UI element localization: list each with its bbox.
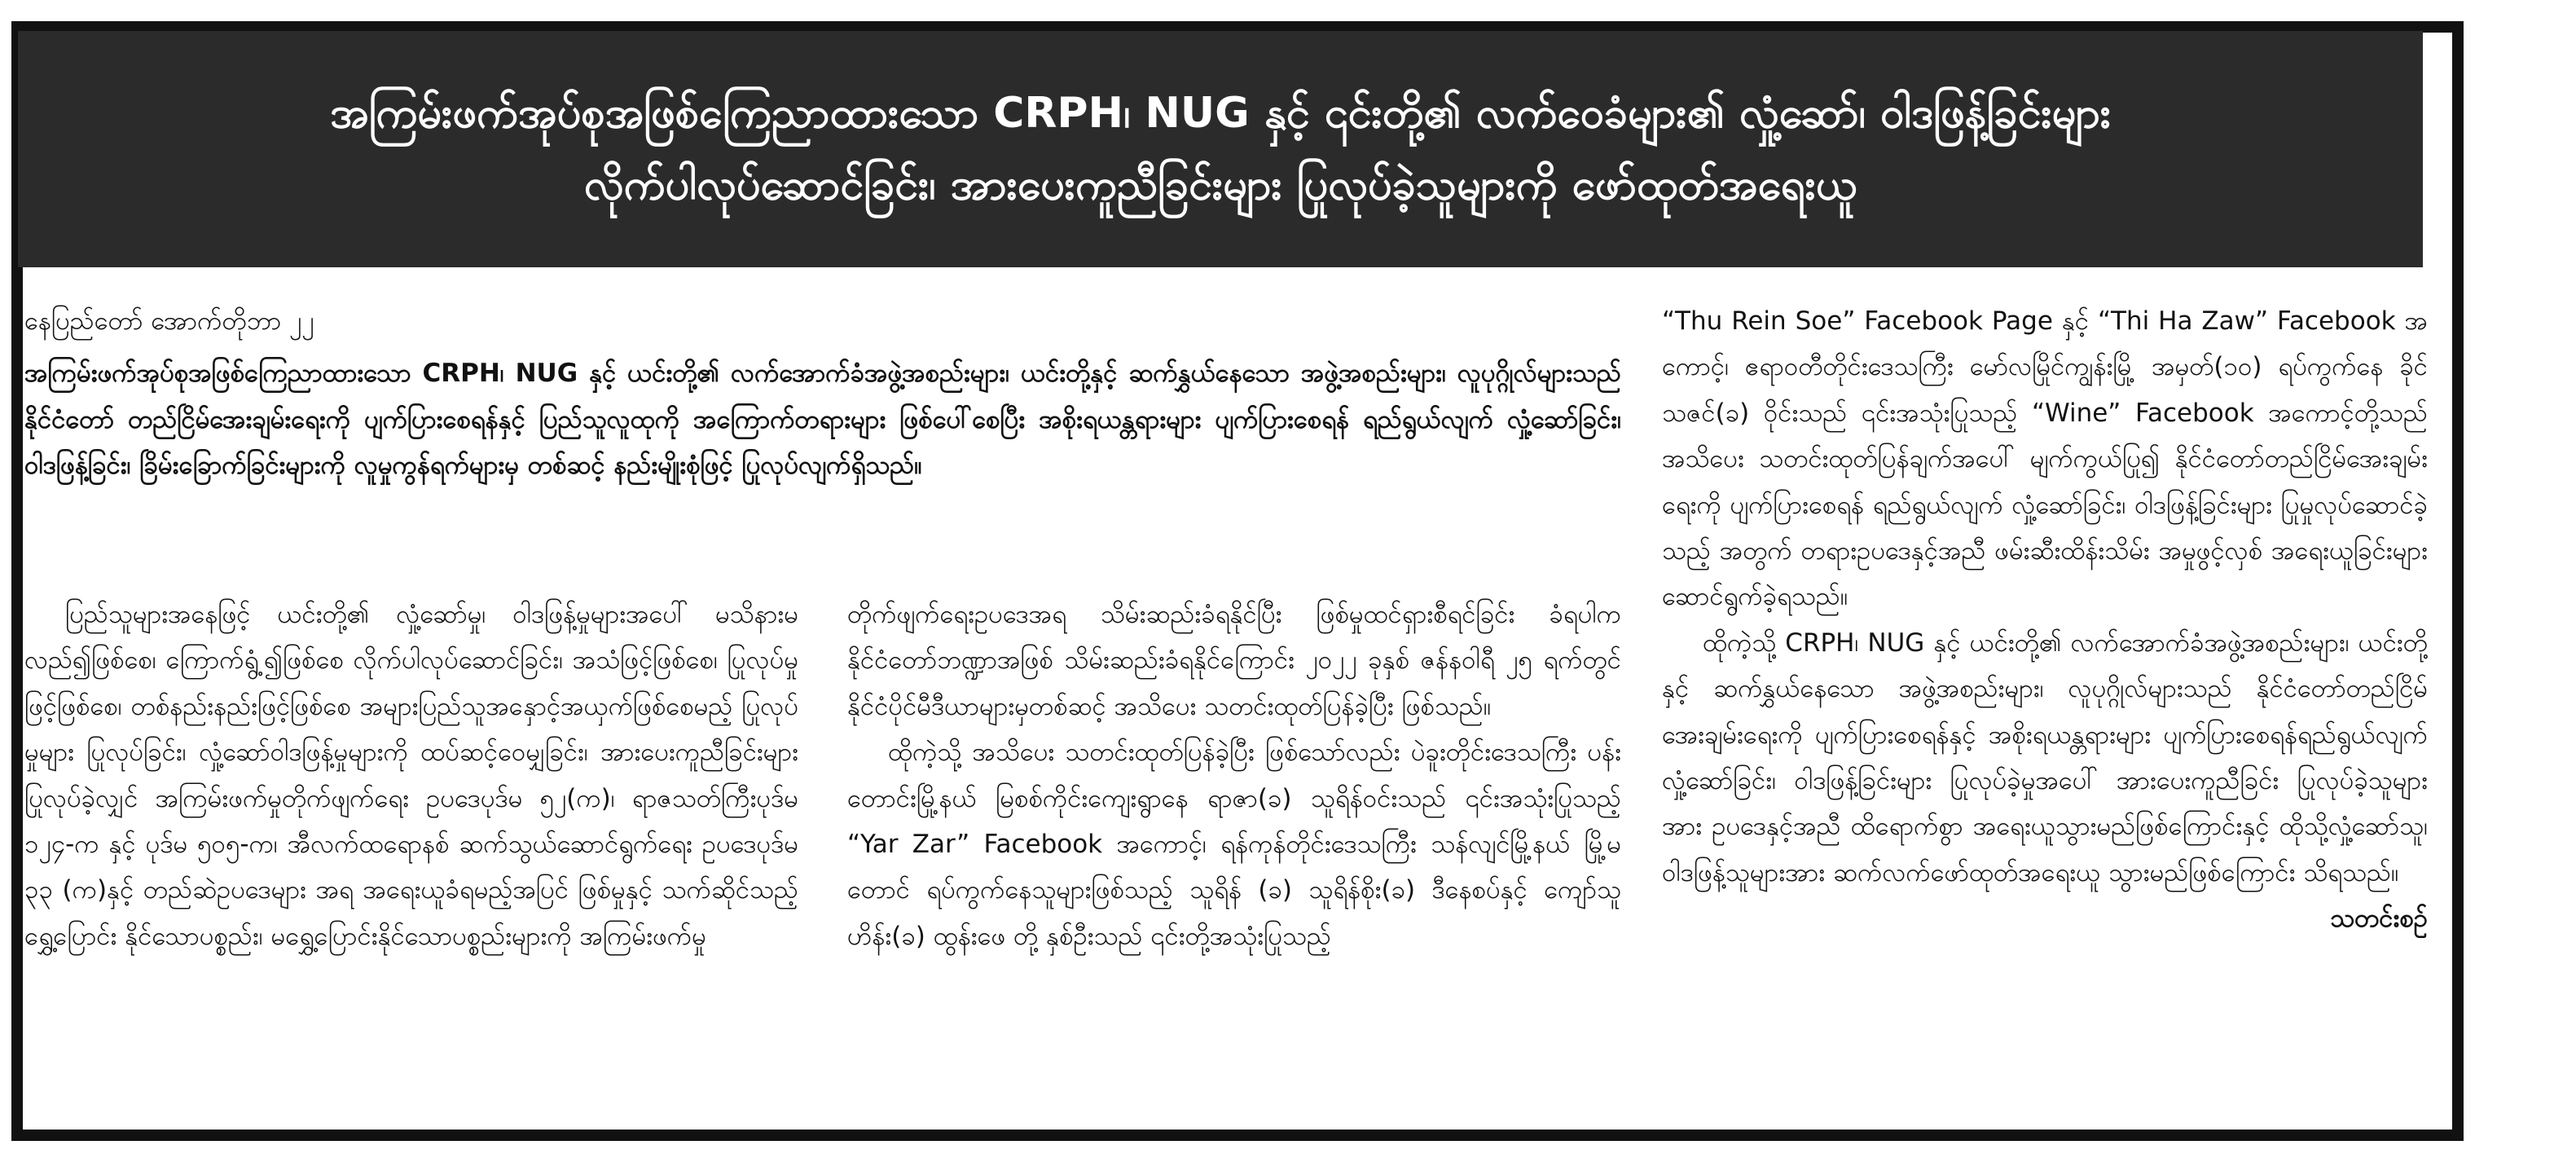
body-paragraph: ထိုကဲ့သို့ အသိပေး သတင်းထုတ်ပြန်ခဲ့ပြီး ဖြစ်သော်လည်း ပဲခူးတိုင်းဒေသကြီး ပန်းတောင်းမြို့နယ် မြစစ်ကိုင်းကျေးရွာနေ ရာဇာ(ခ) သူရိန်ဝင်းသည် ၎င်းအသုံးပြုသည့် “Yar Zar” Facebook အကောင့်၊ ရန်ကုန်တိုင်းဒေသကြီး သန်လျင်မြို့နယ် မြို့မတောင် ရပ်ကွက်နေသူများဖြစ်သည့် သူရိန် (ခ) သူရိန်စိုး(ခ) ဒီနေစပ်နှင့် ကျော်သူဟိန်း(ခ) ထွန်းဖေ တို့ နှစ်ဦးသည် ၎င်းတို့အသုံးပြုသည့် (847, 738, 1621, 951)
body-column-3 (1662, 298, 2428, 942)
body-paragraph: ထိုကဲ့သို့ CRPH၊ NUG နှင့် ယင်းတို့၏ လက်အောက်ခံအဖွဲ့အစည်းများ၊ ယင်းတို့နှင့် ဆက်နွှယ်နေသော အဖွဲ့အစည်းများ၊ လူပုဂ္ဂိုလ်များသည် နိုင်ငံတော်တည်ငြိမ်အေးချမ်းရေးကို ပျက်ပြားစေရန်နှင့် အစိုးရယန္တရားများ ပျက်ပြားစေရန်ရည်ရွယ်လျက် လှုံ့ဆော်ခြင်း၊ ဝါဒဖြန့်ခြင်းများ ပြုလုပ်ခဲ့မှုအပေါ် အားပေးကူညီခြင်း ပြုလုပ်ခဲ့သူများ အား ဥပဒေနှင့်အညီ ထိရောက်စွာ အရေးယူသွားမည်ဖြစ်ကြောင်းနှင့် ထိုသို့လှုံ့ဆော်သူ၊ ဝါဒဖြန့်သူများအား ဆက်လက်ဖော်ထုတ်အရေးယူ သွားမည်ဖြစ်ကြောင်း သိရသည်။ (1662, 628, 2428, 887)
body-paragraph: တိုက်ဖျက်ရေးဥပဒေအရ သိမ်းဆည်းခံရနိုင်ပြီး ဖြစ်မှုထင်ရှားစီရင်ခြင်း ခံရပါက နိုင်ငံတော်ဘဏ္ဍာအဖြစ် သိမ်းဆည်းခံရနိုင်ကြောင်း ၂၀၂၂ ခုနှစ် ဇန်နဝါရီ ၂၅ ရက်တွင် နိုင်ငံပိုင်မီဒီယာများမှတစ်ဆင့် အသိပေး သတင်းထုတ်ပြန်ခဲ့ပြီး ဖြစ်သည်။ (847, 600, 1621, 721)
headline-banner (18, 31, 2423, 267)
body-paragraph: ပြည်သူများအနေဖြင့် ယင်းတို့၏ လှုံ့ဆော်မှု၊ ဝါဒဖြန့်မှုများအပေါ် မသိနားမလည်၍ဖြစ်စေ၊ ကြောက်ရွံ့၍ဖြစ်စေ လိုက်ပါလုပ်ဆောင်ခြင်း၊ အသံဖြင့်ဖြစ်စေ၊ ပြုလုပ်မှုဖြင့်ဖြစ်စေ၊ တစ်နည်းနည်းဖြင့်ဖြစ်စေ အများပြည်သူအနှောင့်အယှက်ဖြစ်စေမည့် ပြုလုပ်မှုများ ပြုလုပ်ခြင်း၊ လှုံ့ဆော်ဝါဒဖြန့်မှုများကို ထပ်ဆင့်ဝေမျှခြင်း၊ အားပေးကူညီခြင်းများ ပြုလုပ်ခဲ့လျှင် အကြမ်းဖက်မှုတိုက်ဖျက်ရေး ဥပဒေပုဒ်မ ၅၂(က)၊ ရာဇသတ်ကြီးပုဒ်မ ၁၂၄-က နှင့် ပုဒ်မ ၅၀၅-က၊ အီလက်ထရောနစ် ဆက်သွယ်ဆောင်ရွက်ရေး ဥပဒေပုဒ်မ ၃၃ (က)နှင့် တည်ဆဲဥပဒေများ အရ အရေးယူခံရမည့်အပြင် ဖြစ်မှုနှင့် သက်ဆိုင်သည့် ရွှေ့ပြောင်း နိုင်သောပစ္စည်း၊ မရွှေ့ပြောင်းနိုင်သောပစ္စည်းများကို အကြမ်းဖက်မှု (24, 600, 798, 951)
body-column-1 (24, 592, 798, 959)
lead-paragraph: အကြမ်းဖက်အုပ်စုအဖြစ်ကြေညာထားသော CRPH၊ NUG နှင့် ယင်းတို့၏ လက်အောက်ခံအဖွဲ့အစည်းများ၊ ယင်းတို့နှင့် ဆက်နွှယ်နေသော အဖွဲ့အစည်းများ၊ လူပုဂ္ဂိုလ်များသည် နိုင်ငံတော် တည်ငြိမ်အေးချမ်းရေးကို ပျက်ပြားစေရန်နှင့် ပြည်သူလူထုကို အကြောက်တရားများ ဖြစ်ပေါ်စေပြီး အစိုးရယန္တရားများ ပျက်ပြားစေရန် ရည်ရွယ်လျက် လှုံ့ဆော်ခြင်း၊ ဝါဒဖြန့်ခြင်း၊ ခြိမ်းခြောက်ခြင်းများကို လူမှုကွန်ရက်များမှ တစ်ဆင့် နည်းမျိုးစုံဖြင့် ပြုလုပ်လျက်ရှိသည်။ (24, 359, 1621, 481)
body-column-2 (847, 592, 1621, 959)
headline-line-1: အကြမ်းဖက်အုပ်စုအဖြစ်ကြေညာထားသော CRPH၊ NUG နှင့် ၎င်းတို့၏ လက်ဝေခံများ၏ လှုံ့ဆော်၊ ဝါဒဖြန့်ခြင်းများ (329, 88, 2112, 138)
lead-section (24, 298, 1621, 489)
byline: သတင်းစဉ် (2330, 904, 2428, 934)
headline-line-2: လိုက်ပါလုပ်ဆောင်ခြင်း၊ အားပေးကူညီခြင်းများ ပြုလုပ်ခဲ့သူများကို ဖော်ထုတ်အရေးယူ (583, 161, 1857, 209)
body-paragraph: “Thu Rein Soe” Facebook Page နှင့် “Thi Ha Zaw” Facebook အကောင့်၊ ဧရာဝတီတိုင်းဒေသကြီး မော်လမြိုင်ကျွန်းမြို့ အမှတ်(၁၀) ရပ်ကွက်နေ ခိုင်သဇင်(ခ) ဝိုင်းသည် ၎င်းအသုံးပြုသည့် “Wine” Facebook အကောင့်တို့သည် အသိပေး သတင်းထုတ်ပြန်ချက်အပေါ် မျက်ကွယ်ပြု၍ နိုင်ငံတော်တည်ငြိမ်အေးချမ်းရေးကို ပျက်ပြားစေရန် ရည်ရွယ်လျက် လှုံ့ဆော်ခြင်း၊ ဝါဒဖြန့်ခြင်းများ ပြုမှုလုပ်ဆောင်ခဲ့သည့် အတွက် တရားဥပဒေနှင့်အညီ ဖမ်းဆီးထိန်းသိမ်း အမှုဖွင့်လှစ် အရေးယူခြင်းများ ဆောင်ရွက်ခဲ့ရသည်။ (1662, 306, 2428, 612)
dateline: နေပြည်တော် အောက်တိုဘာ ၂၂ (24, 306, 314, 336)
